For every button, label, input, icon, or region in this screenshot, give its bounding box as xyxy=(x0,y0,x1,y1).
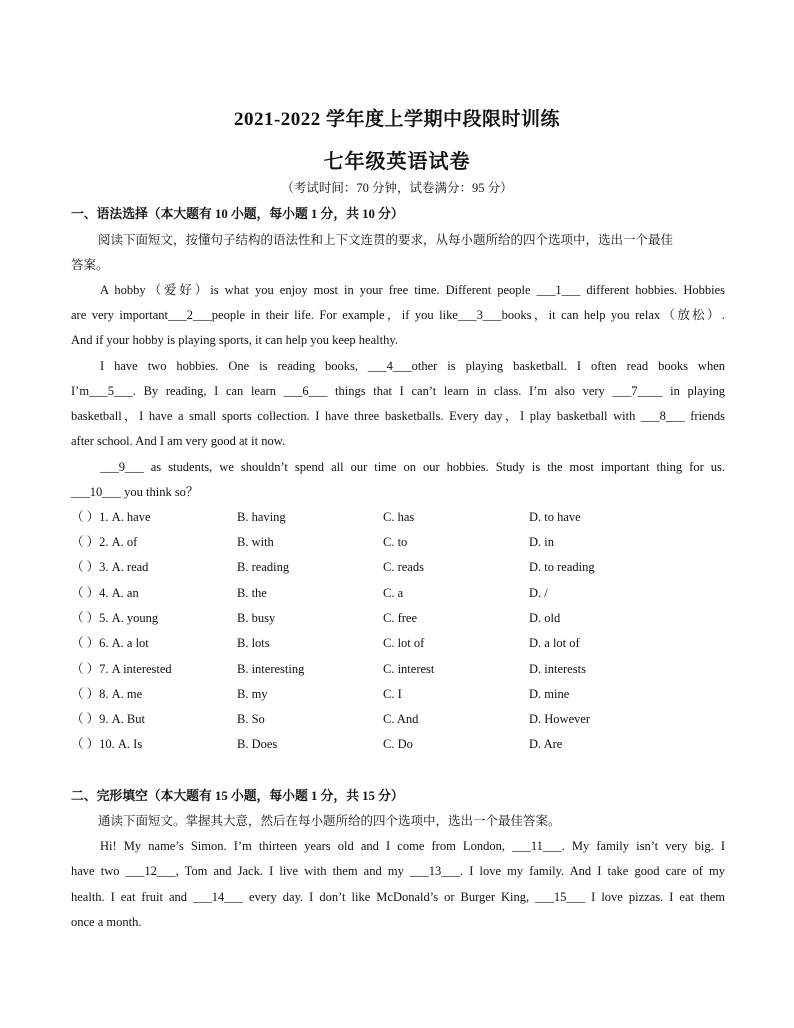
question-stem[interactable]: （ ）2. A. of xyxy=(71,535,138,549)
option-b: B. busy xyxy=(237,611,276,625)
question-10 xyxy=(71,735,725,753)
passage1-line: are very important___2___people in their life. For example，if you like___3___books，it can help you relax（放松）. xyxy=(71,308,725,322)
section1-instruction: 阅读下面短文，按懂句子结构的语法性和上下文连贯的要求，从每小题所给的四个选项中，选出一个最佳 xyxy=(98,233,674,247)
option-d: D. to have xyxy=(529,510,581,524)
option-d: D. Are xyxy=(529,737,563,751)
passage1-line: basketball，I have a small sports collection. I have three basketballs. Every day，I play basketball with ___8___ friends xyxy=(71,409,725,423)
option-c: C. Do xyxy=(383,737,413,751)
question-stem[interactable]: （ ）3. A. read xyxy=(71,560,149,574)
option-b: B. So xyxy=(237,712,265,726)
passage1-line: ___10___ you think so？ xyxy=(71,485,199,499)
option-c: C. has xyxy=(383,510,415,524)
passage2-line: Hi! My name’s Simon. I’m thirteen years old and I come from London, ___11___. My family isn’t very big. I xyxy=(100,839,725,853)
option-c: C. a xyxy=(383,586,404,600)
section2-instruction: 通读下面短文。掌握其大意，然后在每小题所给的四个选项中，选出一个最佳答案。 xyxy=(98,814,561,828)
question-stem[interactable]: （ ）8. A. me xyxy=(71,687,143,701)
section2-heading: 二、完形填空（本大题有 15 小题，每小题 1 分，共 15 分） xyxy=(71,789,404,803)
option-c: C. I xyxy=(383,687,402,701)
option-b: B. reading xyxy=(237,560,290,574)
option-b: B. with xyxy=(237,535,274,549)
question-stem[interactable]: （ ）4. A. an xyxy=(71,586,139,600)
option-c: C. interest xyxy=(383,662,435,676)
option-d: D. / xyxy=(529,586,548,600)
question-6 xyxy=(71,634,725,652)
option-c: C. lot of xyxy=(383,636,425,650)
question-5 xyxy=(71,609,725,627)
question-stem[interactable]: （ ）10. A. Is xyxy=(71,737,143,751)
passage1-line: I’m___5___. By reading, I can learn ___6___ things that I can’t learn in class. I’m also very ___7____ in playing xyxy=(71,384,725,398)
option-d: D. mine xyxy=(529,687,570,701)
option-b: B. interesting xyxy=(237,662,305,676)
question-3 xyxy=(71,558,725,576)
question-stem[interactable]: （ ）1. A. have xyxy=(71,510,151,524)
question-stem[interactable]: （ ）5. A. young xyxy=(71,611,159,625)
question-9 xyxy=(71,710,725,728)
section1-instruction-cont: 答案。 xyxy=(71,258,109,272)
option-b: B. having xyxy=(237,510,286,524)
exam-title: 2021-2022 学年度上学期中段限时训练 xyxy=(233,109,561,130)
option-c: C. reads xyxy=(383,560,424,574)
option-b: B. my xyxy=(237,687,268,701)
passage1-line: after school. And I am very good at it now. xyxy=(71,434,286,448)
passage2-line: once a month. xyxy=(71,915,142,929)
passage1-line: And if your hobby is playing sports, it can help you keep healthy. xyxy=(71,333,398,347)
question-stem[interactable]: （ ）9. A. But xyxy=(71,712,145,726)
option-c: C. to xyxy=(383,535,408,549)
passage2-line: health. I eat fruit and ___14___ every day. I don’t like McDonald’s or Burger King, ___15___ I love pizzas. I eat them xyxy=(71,890,725,904)
question-8 xyxy=(71,685,725,703)
option-d: D. to reading xyxy=(529,560,595,574)
option-c: C. And xyxy=(383,712,419,726)
option-d: D. However xyxy=(529,712,591,726)
question-1 xyxy=(71,508,725,526)
option-b: B. lots xyxy=(237,636,270,650)
passage2-line: have two ___12___, Tom and Jack. I live with them and my ___13___. I love my family. And I take good care of my xyxy=(71,864,725,878)
question-stem[interactable]: （ ）6. A. a lot xyxy=(71,636,149,650)
question-4 xyxy=(71,584,725,602)
exam-subtitle: 七年级英语试卷 xyxy=(323,151,471,173)
option-d: D. a lot of xyxy=(529,636,580,650)
passage1-line: ___9___ as students, we shouldn’t spend all our time on our hobbies. Study is the most important thing for us. xyxy=(100,460,725,474)
question-2 xyxy=(71,533,725,551)
passage1-line: A hobby（爱好）is what you enjoy most in your free time. Different people ___1___ different hobbies. Hobbies xyxy=(100,283,725,297)
option-b: B. the xyxy=(237,586,267,600)
option-c: C. free xyxy=(383,611,418,625)
option-d: D. in xyxy=(529,535,554,549)
question-stem[interactable]: （ ）7. A interested xyxy=(71,662,172,676)
option-d: D. old xyxy=(529,611,561,625)
section1-heading: 一、语法选择（本大题有 10 小题，每小题 1 分，共 10 分） xyxy=(71,207,404,221)
question-7 xyxy=(71,660,725,678)
option-d: D. interests xyxy=(529,662,586,676)
exam-info: （考试时间：70 分钟，试卷满分：95 分） xyxy=(281,181,513,195)
option-b: B. Does xyxy=(237,737,278,751)
passage1-line: I have two hobbies. One is reading books, ___4___other is playing basketball. I often read books when xyxy=(100,359,725,373)
